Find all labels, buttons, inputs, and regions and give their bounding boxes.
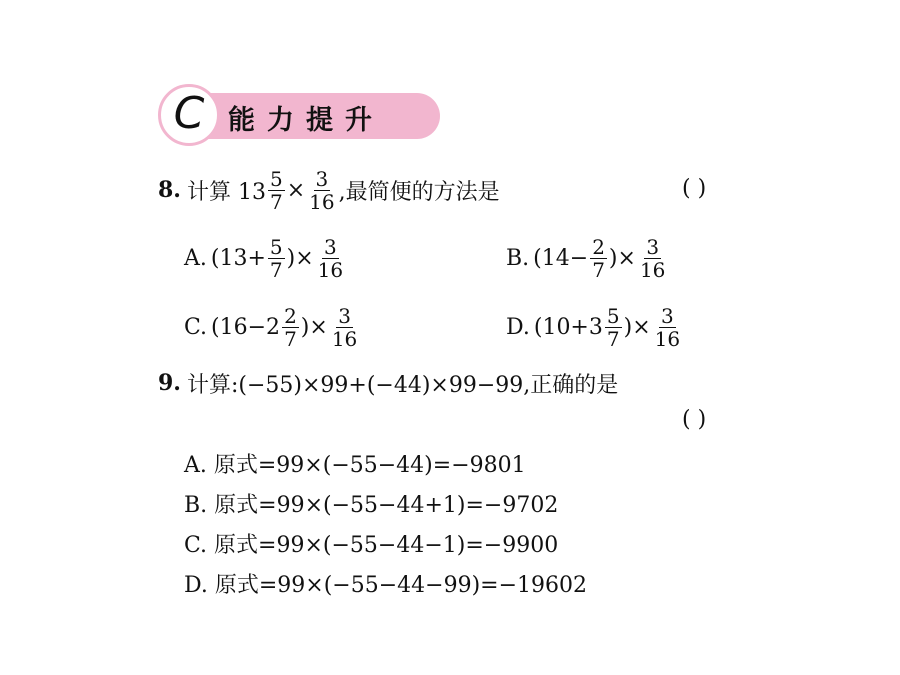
option-expression-start: (14− <box>533 245 589 271</box>
fraction-denominator: 16 <box>317 257 344 282</box>
section-title: 能力提升 <box>228 105 384 136</box>
question-8-answer-blank[interactable]: ( ) <box>682 176 707 201</box>
question-9-answer-blank[interactable]: ( ) <box>682 407 707 432</box>
option-label: B. <box>506 245 530 271</box>
fraction-denominator: 7 <box>269 257 283 282</box>
option-fraction <box>653 305 682 350</box>
option-label: A. <box>184 245 207 271</box>
option-expression-start: (10+3 <box>533 314 603 340</box>
option-expression-mid: )× <box>300 314 328 340</box>
fraction-denominator: 16 <box>309 189 335 214</box>
fraction-numerator: 5 <box>606 303 620 328</box>
times-sign: × <box>286 177 306 203</box>
question-9-number: 9. <box>158 370 181 396</box>
fraction-denominator: 7 <box>269 189 283 214</box>
question-9-text: 计算:(−55)×99+(−44)×99−99,正确的是 <box>186 372 619 398</box>
question-9-option-a[interactable]: A. 原式=99×(−55−44)=−9801 <box>184 452 526 478</box>
question-9-option-d[interactable]: D. 原式=99×(−55−44−99)=−19602 <box>184 572 588 598</box>
fraction-denominator: 7 <box>592 257 605 282</box>
option-fraction <box>268 236 285 281</box>
question-8-whole-fraction <box>268 168 285 213</box>
fraction-numerator: 3 <box>315 166 329 191</box>
option-fraction <box>605 305 622 350</box>
fraction-numerator: 2 <box>284 303 297 328</box>
option-expression-start: (13+ <box>210 245 266 271</box>
section-letter: C <box>173 88 205 139</box>
fraction-numerator: 5 <box>269 234 283 259</box>
fraction-numerator: 3 <box>646 234 660 259</box>
question-8-suffix: ,最简便的方法是 <box>338 179 500 205</box>
question-8-option-b[interactable] <box>506 234 669 282</box>
section-banner <box>158 84 443 148</box>
question-8-number: 8. <box>158 177 181 203</box>
option-fraction <box>316 236 345 281</box>
fraction-denominator: 7 <box>284 326 297 351</box>
question-8 <box>158 166 500 214</box>
fraction-denominator: 7 <box>606 326 620 351</box>
option-expression-mid: )× <box>286 245 314 271</box>
question-8-option-c[interactable] <box>184 303 361 351</box>
option-fraction <box>330 305 359 350</box>
fraction-denominator: 16 <box>331 326 358 351</box>
question-9-option-b[interactable]: B. 原式=99×(−55−44+1)=−9702 <box>184 492 559 518</box>
option-expression-mid: )× <box>608 245 636 271</box>
question-8-prefix: 计算 13 <box>186 179 266 205</box>
option-fraction <box>590 236 607 281</box>
fraction-numerator: 2 <box>592 234 605 259</box>
question-9-option-c[interactable]: C. 原式=99×(−55−44−1)=−9900 <box>184 532 559 558</box>
fraction-numerator: 3 <box>661 303 674 328</box>
option-fraction <box>282 305 299 350</box>
fraction-denominator: 16 <box>639 257 666 282</box>
question-9 <box>158 363 618 403</box>
fraction-numerator: 5 <box>269 166 283 191</box>
option-expression-start: (16−2 <box>211 314 281 340</box>
option-label: C. <box>184 314 208 340</box>
question-8-option-d[interactable] <box>506 303 684 351</box>
fraction-numerator: 3 <box>338 303 351 328</box>
option-expression-mid: )× <box>623 314 651 340</box>
option-label: D. <box>506 314 530 340</box>
fraction-numerator: 3 <box>324 234 337 259</box>
question-8-option-a[interactable] <box>184 234 347 282</box>
option-fraction <box>638 236 667 281</box>
fraction-denominator: 16 <box>654 326 681 351</box>
question-8-multiplier-fraction <box>307 168 336 213</box>
